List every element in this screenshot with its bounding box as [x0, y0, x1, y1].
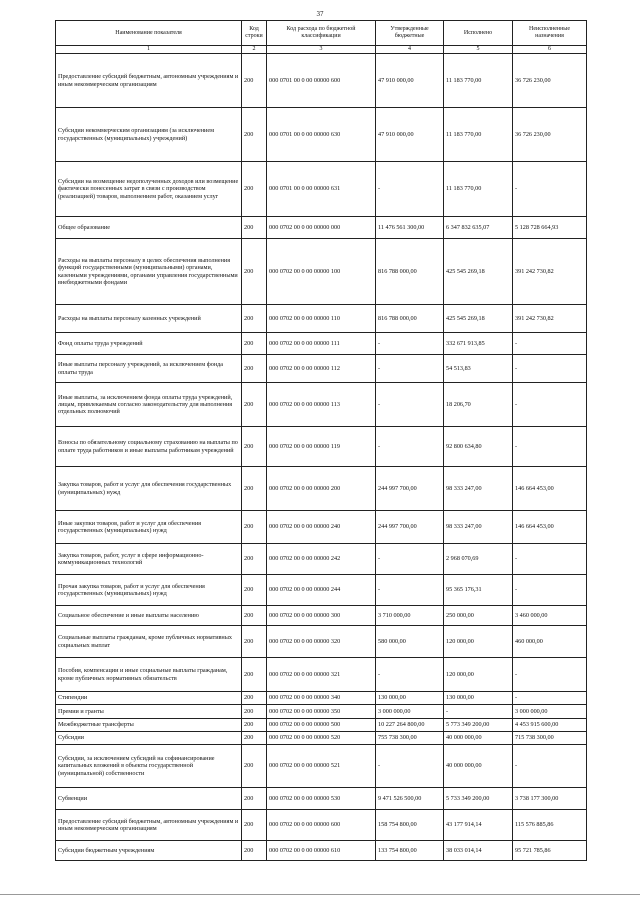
row-executed-amount: 5 773 349 200,00	[444, 719, 513, 732]
row-line-code: 200	[242, 606, 267, 626]
row-approved-amount: 11 476 561 300,00	[376, 217, 444, 239]
row-executed-amount: 11 183 770,00	[444, 108, 513, 162]
row-executed-amount: 43 177 914,14	[444, 810, 513, 841]
row-unexecuted-amount: 95 721 785,86	[513, 841, 587, 861]
row-approved-amount: -	[376, 162, 444, 217]
row-budget-code: 000 0702 00 0 00 00000 100	[267, 239, 376, 305]
row-budget-code: 000 0702 00 0 00 00000 244	[267, 575, 376, 606]
header-row	[56, 21, 587, 46]
page-number: 37	[316, 10, 324, 18]
table-row	[56, 467, 587, 511]
row-line-code: 200	[242, 511, 267, 544]
row-indicator-label: Расходы на выплаты персоналу в целях обеспечения выполнения функций государственными (муниципальными) органами, казенными учреждениями, органами управления государственными внебюджетными фондами	[58, 257, 238, 286]
row-executed-amount: 11 183 770,00	[444, 54, 513, 108]
row-approved-amount: 3 710 000,00	[376, 606, 444, 626]
row-indicator-label: Предоставление субсидий бюджетным, автономным учреждениям и иным некоммерческим организациям	[58, 73, 239, 88]
row-executed-amount: 40 000 000,00	[444, 745, 513, 788]
row-approved-amount: -	[376, 575, 444, 606]
row-approved-amount: -	[376, 745, 444, 788]
header-unexecuted: Неисполненные назначения	[513, 21, 587, 46]
row-executed-amount: -	[444, 705, 513, 719]
row-executed-amount: 130 000,00	[444, 692, 513, 705]
row-line-code: 200	[242, 732, 267, 745]
row-executed-amount: 332 671 913,85	[444, 333, 513, 355]
row-approved-amount: 130 000,00	[376, 692, 444, 705]
row-indicator-label: Межбюджетные трансферты	[58, 721, 134, 729]
row-indicator-name	[56, 544, 242, 575]
row-unexecuted-amount: -	[513, 355, 587, 383]
row-approved-amount: 158 754 800,00	[376, 810, 444, 841]
row-unexecuted-amount: 146 664 453,00	[513, 511, 587, 544]
table-row	[56, 692, 587, 705]
row-indicator-label: Взносы по обязательному социальному страхованию на выплаты по оплате труда работников и иные выплаты работникам учреждений	[58, 439, 238, 454]
row-line-code: 200	[242, 841, 267, 861]
row-unexecuted-amount: -	[513, 427, 587, 467]
row-executed-amount: 18 206,70	[444, 383, 513, 427]
row-line-code: 200	[242, 692, 267, 705]
row-indicator-name	[56, 705, 242, 719]
row-indicator-name	[56, 162, 242, 217]
table-row	[56, 511, 587, 544]
table-row	[56, 333, 587, 355]
row-line-code: 200	[242, 788, 267, 810]
row-indicator-name	[56, 333, 242, 355]
row-unexecuted-amount: 36 726 230,00	[513, 54, 587, 108]
row-indicator-name	[56, 467, 242, 511]
header-executed: Исполнено	[444, 21, 513, 46]
row-executed-amount: 5 733 349 200,00	[444, 788, 513, 810]
row-budget-code: 000 0702 00 0 00 00000 112	[267, 355, 376, 383]
row-executed-amount: 250 000,00	[444, 606, 513, 626]
row-indicator-label: Закупка товаров, работ и услуг для обеспечения государственных (муниципальных) нужд	[58, 481, 232, 496]
row-line-code: 200	[242, 217, 267, 239]
row-executed-amount: 120 000,00	[444, 626, 513, 658]
row-unexecuted-amount: 146 664 453,00	[513, 467, 587, 511]
row-line-code: 200	[242, 575, 267, 606]
row-indicator-label: Общее образование	[58, 223, 110, 231]
row-executed-amount: 38 033 014,14	[444, 841, 513, 861]
row-unexecuted-amount: -	[513, 162, 587, 217]
row-unexecuted-amount: -	[513, 544, 587, 575]
row-indicator-name	[56, 305, 242, 333]
row-unexecuted-amount: 460 000,00	[513, 626, 587, 658]
row-unexecuted-amount: -	[513, 692, 587, 705]
row-unexecuted-amount: 4 453 915 600,00	[513, 719, 587, 732]
row-line-code: 200	[242, 658, 267, 692]
table-row	[56, 544, 587, 575]
row-indicator-label: Иные выплаты, за исключением фонда оплаты труда учреждений, лицам, привлекаемым согласно законодательству для выполнения отдельных полномочий	[58, 393, 233, 416]
row-executed-amount: 6 347 832 635,07	[444, 217, 513, 239]
row-indicator-name	[56, 692, 242, 705]
row-executed-amount: 40 000 000,00	[444, 732, 513, 745]
row-indicator-name	[56, 108, 242, 162]
row-indicator-name	[56, 54, 242, 108]
row-indicator-name	[56, 745, 242, 788]
row-executed-amount: 2 968 070,69	[444, 544, 513, 575]
row-budget-code: 000 0702 00 0 00 00000 500	[267, 719, 376, 732]
row-approved-amount: -	[376, 333, 444, 355]
row-approved-amount: 10 227 264 800,00	[376, 719, 444, 732]
table-row	[56, 162, 587, 217]
row-indicator-label: Прочая закупка товаров, работ и услуг для обеспечения государственных (муниципальных) нужд	[58, 582, 205, 597]
table-row	[56, 54, 587, 108]
table-row	[56, 606, 587, 626]
row-indicator-label: Расходы на выплаты персоналу казенных учреждений	[58, 314, 201, 322]
row-executed-amount: 98 333 247,00	[444, 511, 513, 544]
table-row	[56, 239, 587, 305]
row-indicator-name	[56, 355, 242, 383]
row-line-code: 200	[242, 810, 267, 841]
row-executed-amount: 425 545 269,18	[444, 305, 513, 333]
row-indicator-name	[56, 575, 242, 606]
row-budget-code: 000 0702 00 0 00 00000 340	[267, 692, 376, 705]
row-indicator-label: Субсидии бюджетным учреждениям	[58, 846, 155, 854]
table-row	[56, 658, 587, 692]
row-executed-amount: 120 000,00	[444, 658, 513, 692]
column-number: 4	[376, 46, 444, 54]
row-approved-amount: 47 910 000,00	[376, 108, 444, 162]
row-indicator-label: Иные выплаты персоналу учреждений, за исключением фонда оплаты труда	[58, 361, 224, 376]
row-approved-amount: 9 471 526 500,00	[376, 788, 444, 810]
column-number-row	[56, 46, 587, 54]
header-budget-classification-code: Код расхода по бюджетной классификации	[267, 21, 376, 46]
row-budget-code: 000 0702 00 0 00 00000 600	[267, 810, 376, 841]
column-number: 3	[267, 46, 376, 54]
row-line-code: 200	[242, 626, 267, 658]
row-indicator-name	[56, 427, 242, 467]
row-unexecuted-amount: -	[513, 383, 587, 427]
row-indicator-label: Пособия, компенсации и иные социальные выплаты гражданам, кроме публичных нормативных обязательств	[58, 667, 228, 682]
column-number: 1	[56, 46, 242, 54]
row-line-code: 200	[242, 544, 267, 575]
row-approved-amount: 816 788 000,00	[376, 239, 444, 305]
row-unexecuted-amount: -	[513, 658, 587, 692]
row-budget-code: 000 0701 00 0 00 00000 631	[267, 162, 376, 217]
row-indicator-name	[56, 606, 242, 626]
row-indicator-name	[56, 788, 242, 810]
row-indicator-name	[56, 383, 242, 427]
row-budget-code: 000 0702 00 0 00 00000 521	[267, 745, 376, 788]
row-line-code: 200	[242, 333, 267, 355]
row-budget-code: 000 0702 00 0 00 00000 610	[267, 841, 376, 861]
table-row	[56, 305, 587, 333]
row-budget-code: 000 0702 00 0 00 00000 520	[267, 732, 376, 745]
row-budget-code: 000 0701 00 0 00 00000 600	[267, 54, 376, 108]
table-row	[56, 108, 587, 162]
column-number: 5	[444, 46, 513, 54]
row-budget-code: 000 0702 00 0 00 00000 110	[267, 305, 376, 333]
row-budget-code: 000 0702 00 0 00 00000 000	[267, 217, 376, 239]
row-approved-amount: -	[376, 355, 444, 383]
row-unexecuted-amount: -	[513, 575, 587, 606]
row-indicator-label: Субсидии на возмещение недополученных доходов или возмещение фактически понесенных затрат в связи с производством (реализацией) товаров, выполнением работ, оказанием услуг	[58, 178, 239, 200]
row-line-code: 200	[242, 239, 267, 305]
table-row	[56, 626, 587, 658]
row-approved-amount: 47 910 000,00	[376, 54, 444, 108]
table-row	[56, 732, 587, 745]
row-executed-amount: 95 365 176,31	[444, 575, 513, 606]
row-line-code: 200	[242, 467, 267, 511]
row-line-code: 200	[242, 427, 267, 467]
row-line-code: 200	[242, 162, 267, 217]
row-budget-code: 000 0702 00 0 00 00000 321	[267, 658, 376, 692]
row-unexecuted-amount: 5 128 728 664,93	[513, 217, 587, 239]
table-row	[56, 841, 587, 861]
row-indicator-label: Стипендии	[58, 694, 88, 702]
row-budget-code: 000 0702 00 0 00 00000 242	[267, 544, 376, 575]
row-unexecuted-amount: -	[513, 745, 587, 788]
column-number: 2	[242, 46, 267, 54]
row-unexecuted-amount: 36 726 230,00	[513, 108, 587, 162]
row-approved-amount: -	[376, 658, 444, 692]
page-bottom-rule	[0, 894, 640, 895]
row-approved-amount: 244 997 700,00	[376, 511, 444, 544]
row-indicator-label: Иные закупки товаров, работ и услуг для обеспечения государственных (муниципальных) нужд	[58, 519, 201, 534]
row-line-code: 200	[242, 355, 267, 383]
table-row	[56, 427, 587, 467]
row-indicator-name	[56, 732, 242, 745]
header-approved: Утвержденные бюджетные	[376, 21, 444, 46]
row-line-code: 200	[242, 383, 267, 427]
row-approved-amount: -	[376, 427, 444, 467]
row-indicator-label: Субсидии, за исключением субсидий на софинансирование капитальных вложений в объекты государственной (муниципальной) собственности	[58, 755, 215, 777]
header-indicator-name: Наименование показателя	[56, 21, 242, 46]
row-budget-code: 000 0702 00 0 00 00000 300	[267, 606, 376, 626]
budget-execution-table	[55, 20, 587, 861]
row-approved-amount: 3 000 000,00	[376, 705, 444, 719]
row-line-code: 200	[242, 54, 267, 108]
row-unexecuted-amount: 3 000 000,00	[513, 705, 587, 719]
row-indicator-label: Социальное обеспечение и иные выплаты населению	[58, 611, 199, 619]
row-approved-amount: 244 997 700,00	[376, 467, 444, 511]
row-executed-amount: 92 800 634,80	[444, 427, 513, 467]
row-indicator-name	[56, 626, 242, 658]
row-line-code: 200	[242, 108, 267, 162]
row-indicator-label: Предоставление субсидий бюджетным, автономным учреждениям и иным некоммерческим организациям	[58, 817, 239, 832]
row-executed-amount: 54 513,83	[444, 355, 513, 383]
table-row	[56, 719, 587, 732]
row-line-code: 200	[242, 705, 267, 719]
row-budget-code: 000 0702 00 0 00 00000 240	[267, 511, 376, 544]
row-unexecuted-amount: -	[513, 333, 587, 355]
row-budget-code: 000 0702 00 0 00 00000 200	[267, 467, 376, 511]
row-budget-code: 000 0702 00 0 00 00000 119	[267, 427, 376, 467]
column-number: 6	[513, 46, 587, 54]
row-indicator-label: Социальные выплаты гражданам, кроме публичных нормативных социальных выплат	[58, 634, 232, 649]
row-line-code: 200	[242, 745, 267, 788]
row-approved-amount: -	[376, 544, 444, 575]
row-budget-code: 000 0701 00 0 00 00000 630	[267, 108, 376, 162]
table-row	[56, 745, 587, 788]
row-indicator-name	[56, 810, 242, 841]
row-indicator-name	[56, 239, 242, 305]
row-executed-amount: 98 333 247,00	[444, 467, 513, 511]
row-budget-code: 000 0702 00 0 00 00000 113	[267, 383, 376, 427]
table-row	[56, 383, 587, 427]
row-unexecuted-amount: 3 738 177 300,00	[513, 788, 587, 810]
table-row	[56, 355, 587, 383]
row-unexecuted-amount: 115 576 885,86	[513, 810, 587, 841]
row-indicator-label: Субсидии	[58, 734, 84, 742]
table-row	[56, 810, 587, 841]
row-indicator-label: Премии и гранты	[58, 707, 104, 715]
row-indicator-name	[56, 511, 242, 544]
table-row	[56, 788, 587, 810]
row-indicator-label: Закупка товаров, работ, услуг в сфере информационно-коммуникационных технологий	[58, 551, 204, 566]
row-indicator-name	[56, 217, 242, 239]
header-line-code: Код строки	[242, 21, 267, 46]
row-approved-amount: 816 788 000,00	[376, 305, 444, 333]
row-indicator-name	[56, 841, 242, 861]
row-approved-amount: 133 754 800,00	[376, 841, 444, 861]
row-approved-amount: 580 000,00	[376, 626, 444, 658]
table-row	[56, 705, 587, 719]
table-body	[56, 54, 587, 861]
row-executed-amount: 425 545 269,18	[444, 239, 513, 305]
row-unexecuted-amount: 391 242 730,82	[513, 305, 587, 333]
row-budget-code: 000 0702 00 0 00 00000 530	[267, 788, 376, 810]
row-line-code: 200	[242, 719, 267, 732]
row-budget-code: 000 0702 00 0 00 00000 320	[267, 626, 376, 658]
row-approved-amount: -	[376, 383, 444, 427]
table-row	[56, 217, 587, 239]
row-indicator-label: Субвенции	[58, 794, 88, 802]
row-line-code: 200	[242, 305, 267, 333]
row-executed-amount: 11 183 770,00	[444, 162, 513, 217]
table-row	[56, 575, 587, 606]
row-unexecuted-amount: 715 738 300,00	[513, 732, 587, 745]
row-indicator-label: Фонд оплаты труда учреждений	[58, 339, 143, 347]
row-indicator-label: Субсидии некоммерческим организациям (за исключением государственных (муниципальных) учреждений)	[58, 127, 214, 142]
row-unexecuted-amount: 3 460 000,00	[513, 606, 587, 626]
row-approved-amount: 755 738 300,00	[376, 732, 444, 745]
row-indicator-name	[56, 719, 242, 732]
row-budget-code: 000 0702 00 0 00 00000 350	[267, 705, 376, 719]
row-indicator-name	[56, 658, 242, 692]
row-unexecuted-amount: 391 242 730,82	[513, 239, 587, 305]
row-budget-code: 000 0702 00 0 00 00000 111	[267, 333, 376, 355]
